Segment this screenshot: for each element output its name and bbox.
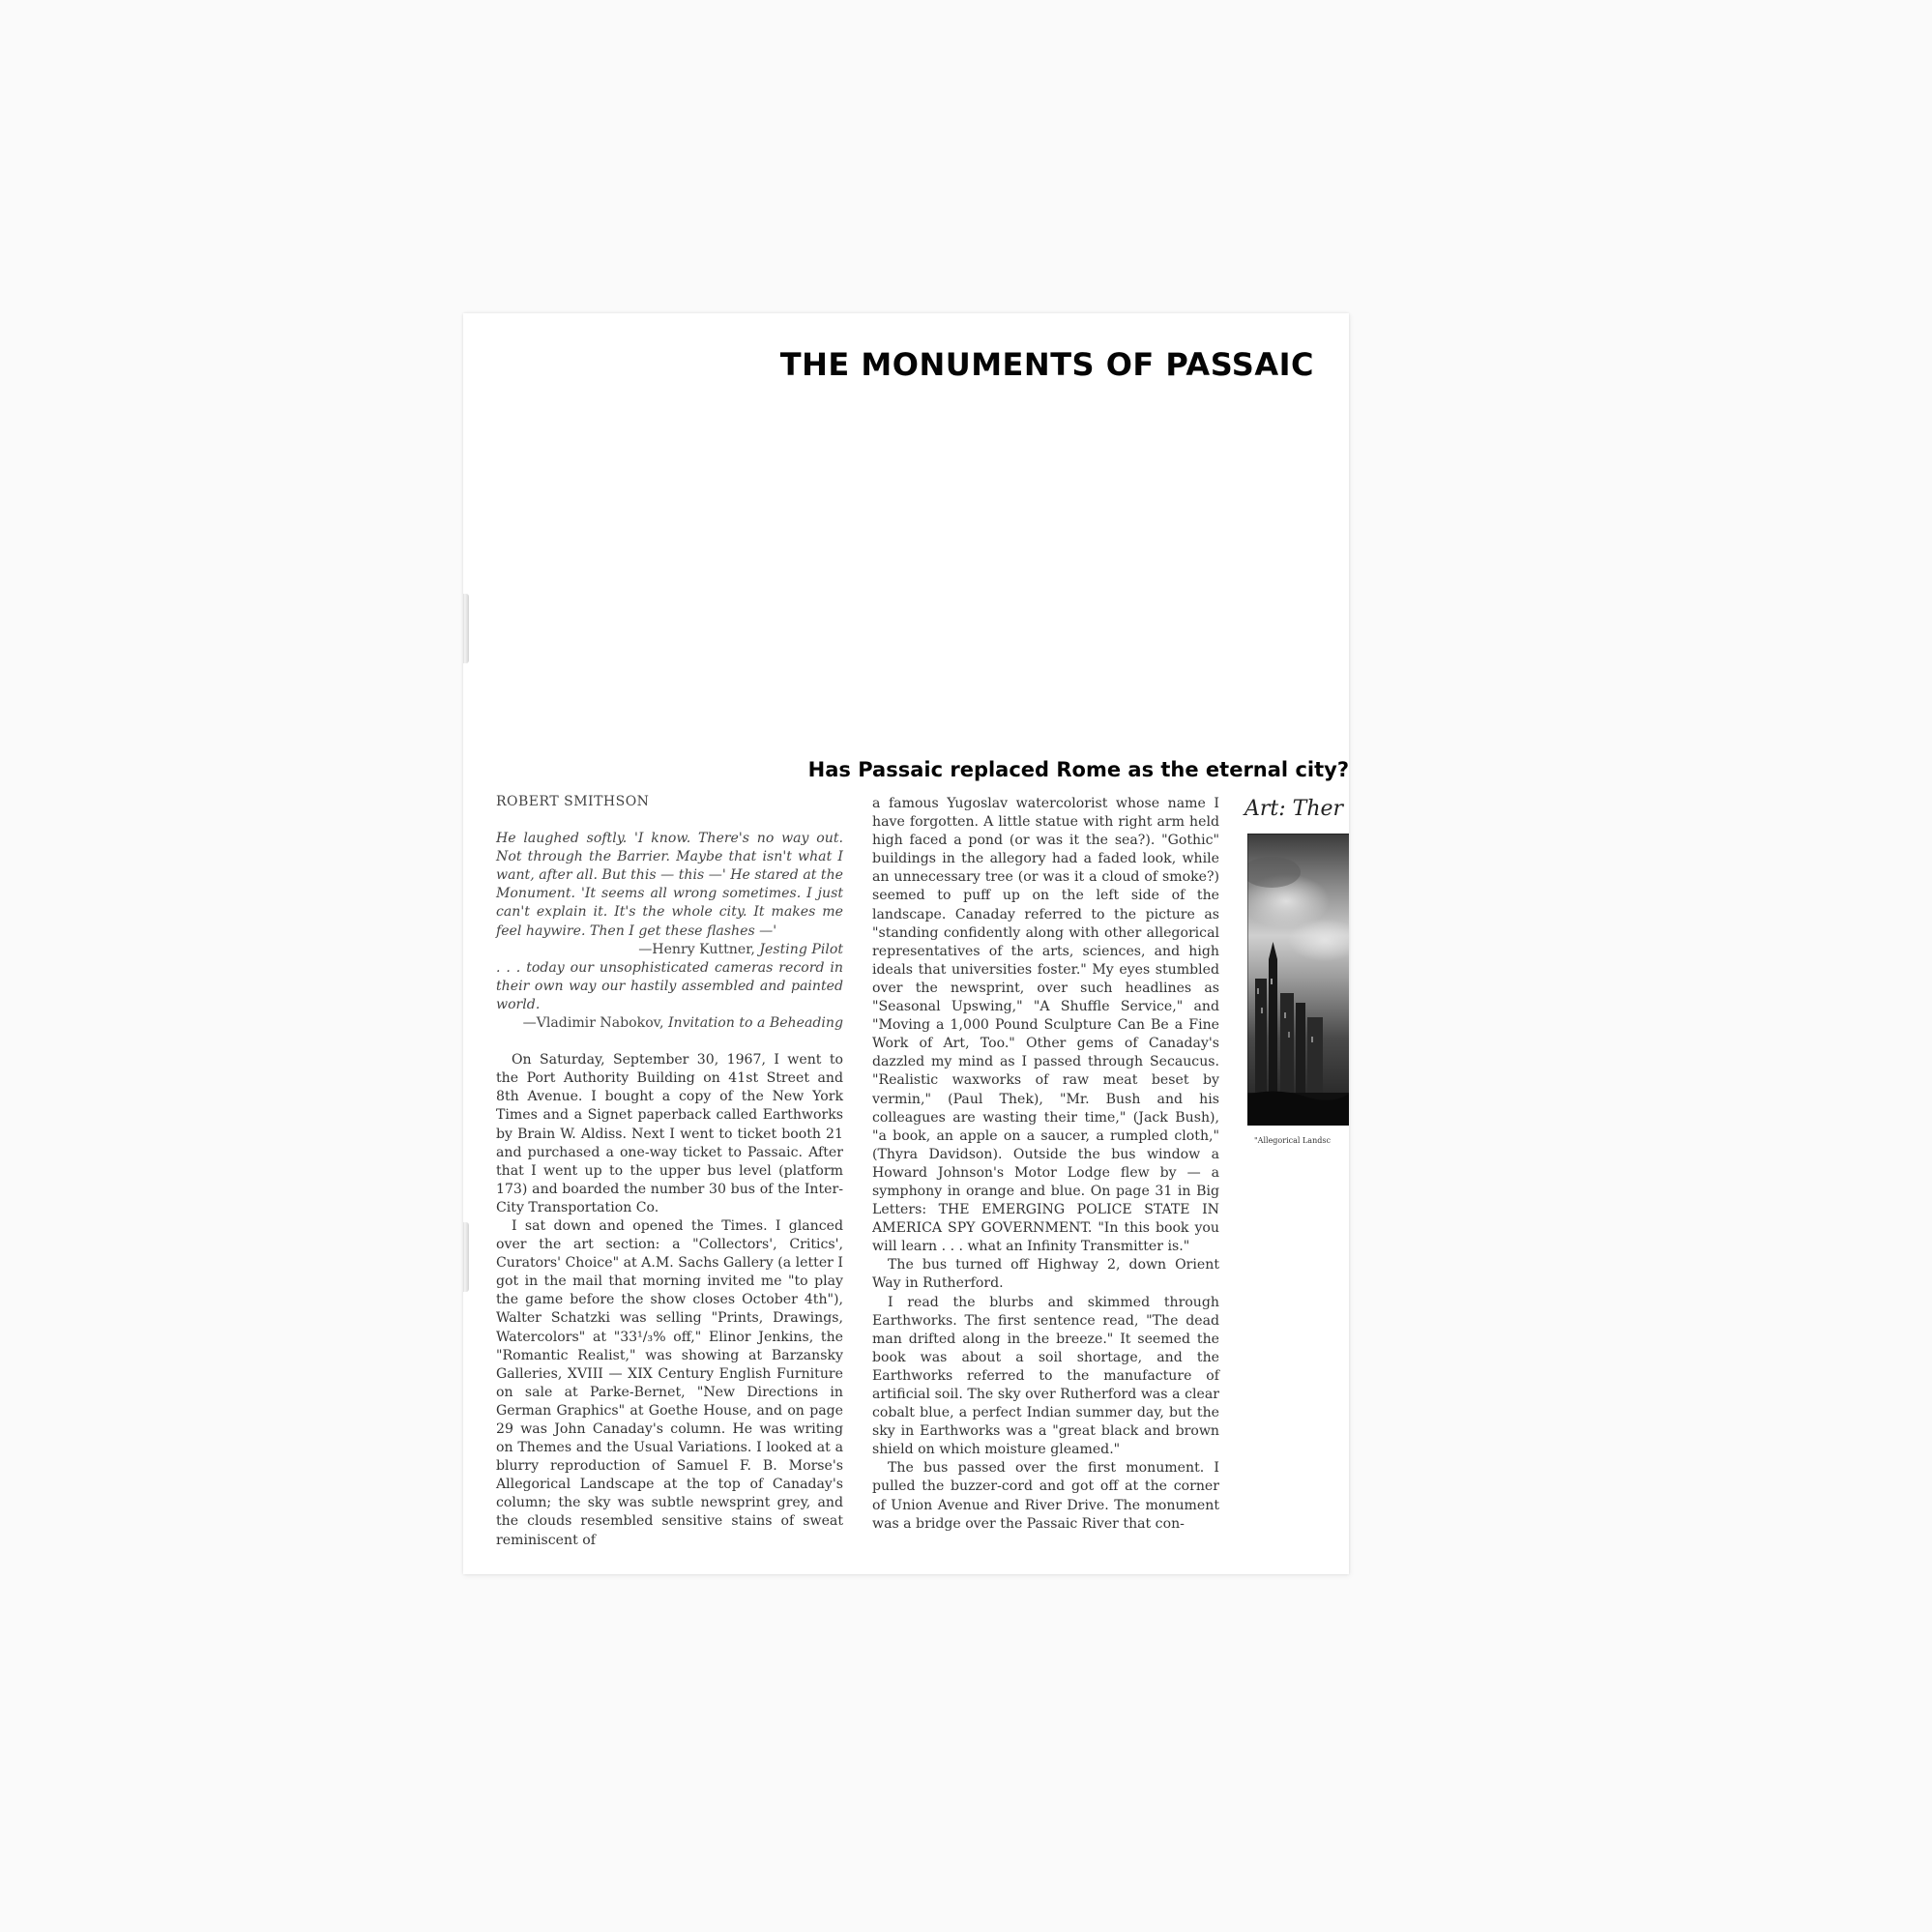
body-paragraph: On Saturday, September 30, 1967, I went to the Port Authority Building on 41st Street and 8th Avenue. I bought a copy of the New York Times and a Signet paperback called Earthworks by Brain W. Aldiss. Next I went to ticket booth 21 and purchased a one-way ticket to Passaic. After that I went up to the upper bus level (platform 173) and boarded the number 30 bus of the Inter-City Transportation Co. — [496, 1052, 843, 1215]
body-paragraph: a famous Yugoslav watercolorist whose name I have forgotten. A little statue with right arm held high faced a pond (or was it the sea?). "Gothic" buildings in the allegory had a faded look, while an unnecessary tree (or was it a cloud of smoke?) seemed to puff up on the left side of the landscape. Canaday referred to the picture as "standing confidently along with other allegorical representatives of the arts, sciences, and high ideals that universities foster." My eyes stumbled over the newsprint, over such headlines as "Seasonal Upswing," "A Shuffle Service," and "Moving a 1,000 Pound Sculpture Can Be a Fine Work of Art, Too." Other gems of Canaday's dazzled my mind as I passed through Secaucus. "Realistic waxworks of raw meat beset by vermin," (Paul Thek), "Mr. Bush and his colleagues are wasting their time," (Jack Bush), "a book, an apple on a saucer, a rumpled cloth," (Thyra Davidson). Outside the bus window a Howard Johnson's Motor Lodge flew by — a symphony in orange and blue. On page 31 in Big Letters: THE EMERGING POLICE STATE IN AMERICA SPY GOVERNMENT. "In this book you will learn . . . what an Infinity Transmitter is." — [872, 796, 1219, 1255]
body-paragraph: The bus turned off Highway 2, down Orient Way in Rutherford. — [872, 1257, 1219, 1292]
text-column-1 — [496, 793, 843, 1550]
body-paragraph: The bus passed over the first monument. I pulled the buzzer-cord and got off at the corner of Union Avenue and River Drive. The monument was a bridge over the Passaic River that con- — [872, 1460, 1219, 1532]
page-subtitle: Has Passaic replaced Rome as the eternal city? — [807, 758, 1349, 781]
attribution-author: —Vladimir Nabokov, — [522, 1015, 668, 1032]
spacer — [496, 1033, 843, 1051]
image-caption: "Allegorical Landsc — [1254, 1136, 1331, 1145]
epigraph-kuttner-attribution — [496, 941, 843, 959]
text-column-2 — [872, 795, 1219, 1534]
allegorical-landscape-image — [1247, 834, 1349, 1126]
page-title: THE MONUMENTS OF PASSAIC — [779, 346, 1314, 383]
newsprint-photo — [1247, 834, 1349, 1126]
attribution-work: Jesting Pilot — [759, 941, 843, 957]
body-paragraph: I sat down and opened the Times. I glanced over the art section: a "Collectors', Critics', Curators' Choice" at A.M. Sachs Gallery (a letter I got in the mail that morning invited me "to play the game before the show closes October 4th"), Walter Schatzki was selling "Prints, Drawings, Watercolors" at "33¹/₃% off," Elinor Jenkins, the "Romantic Realist," was showing at Barzansky Galleries, XVIII — XIX Century English Furniture on sale at Parke-Bernet, "New Directions in German Graphics" at Goethe House, and on page 29 was John Canaday's column. He was writing on Themes and the Usual Variations. I looked at a blurry reproduction of Samuel F. B. Morse's Allegorical Landscape at the top of Canaday's column; the sky was subtle newsprint grey, and the clouds resembled sensitive stains of sweat reminiscent of — [496, 1217, 843, 1548]
epigraph-kuttner: He laughed softly. 'I know. There's no way out. Not through the Barrier. Maybe that isn't what I want, after all. But this — this —' He stared at the Monument. 'It seems all wrong sometimes. I just can't explain it. It's the whole city. It makes me feel haywire. Then I get these flashes —' — [496, 831, 843, 939]
staple-top — [463, 594, 469, 663]
attribution-work: Invitation to a Beheading — [667, 1015, 843, 1032]
author-byline: ROBERT SMITHSON — [496, 794, 650, 809]
body-paragraph: I read the blurbs and skimmed through Earthworks. The first sentence read, "The dead man drifted along in the breeze." It seemed the book was about a soil shortage, and the Earthworks referred to the manufacture of artificial soil. The sky over Rutherford was a clear cobalt blue, a perfect Indian summer day, but the sky in Earthworks was a "great black and brown shield on which moisture gleamed." — [872, 1294, 1219, 1458]
staple-bottom — [463, 1222, 469, 1292]
epigraph-nabokov: . . . today our unsophisticated cameras record in their own way our hastily assembled and painted world. — [496, 959, 843, 1012]
attribution-author: —Henry Kuttner, — [638, 941, 760, 957]
epigraph-nabokov-attribution — [496, 1014, 843, 1033]
sidebar-clipping-headline: Art: Ther — [1244, 797, 1344, 821]
pamphlet-page — [463, 313, 1349, 1574]
